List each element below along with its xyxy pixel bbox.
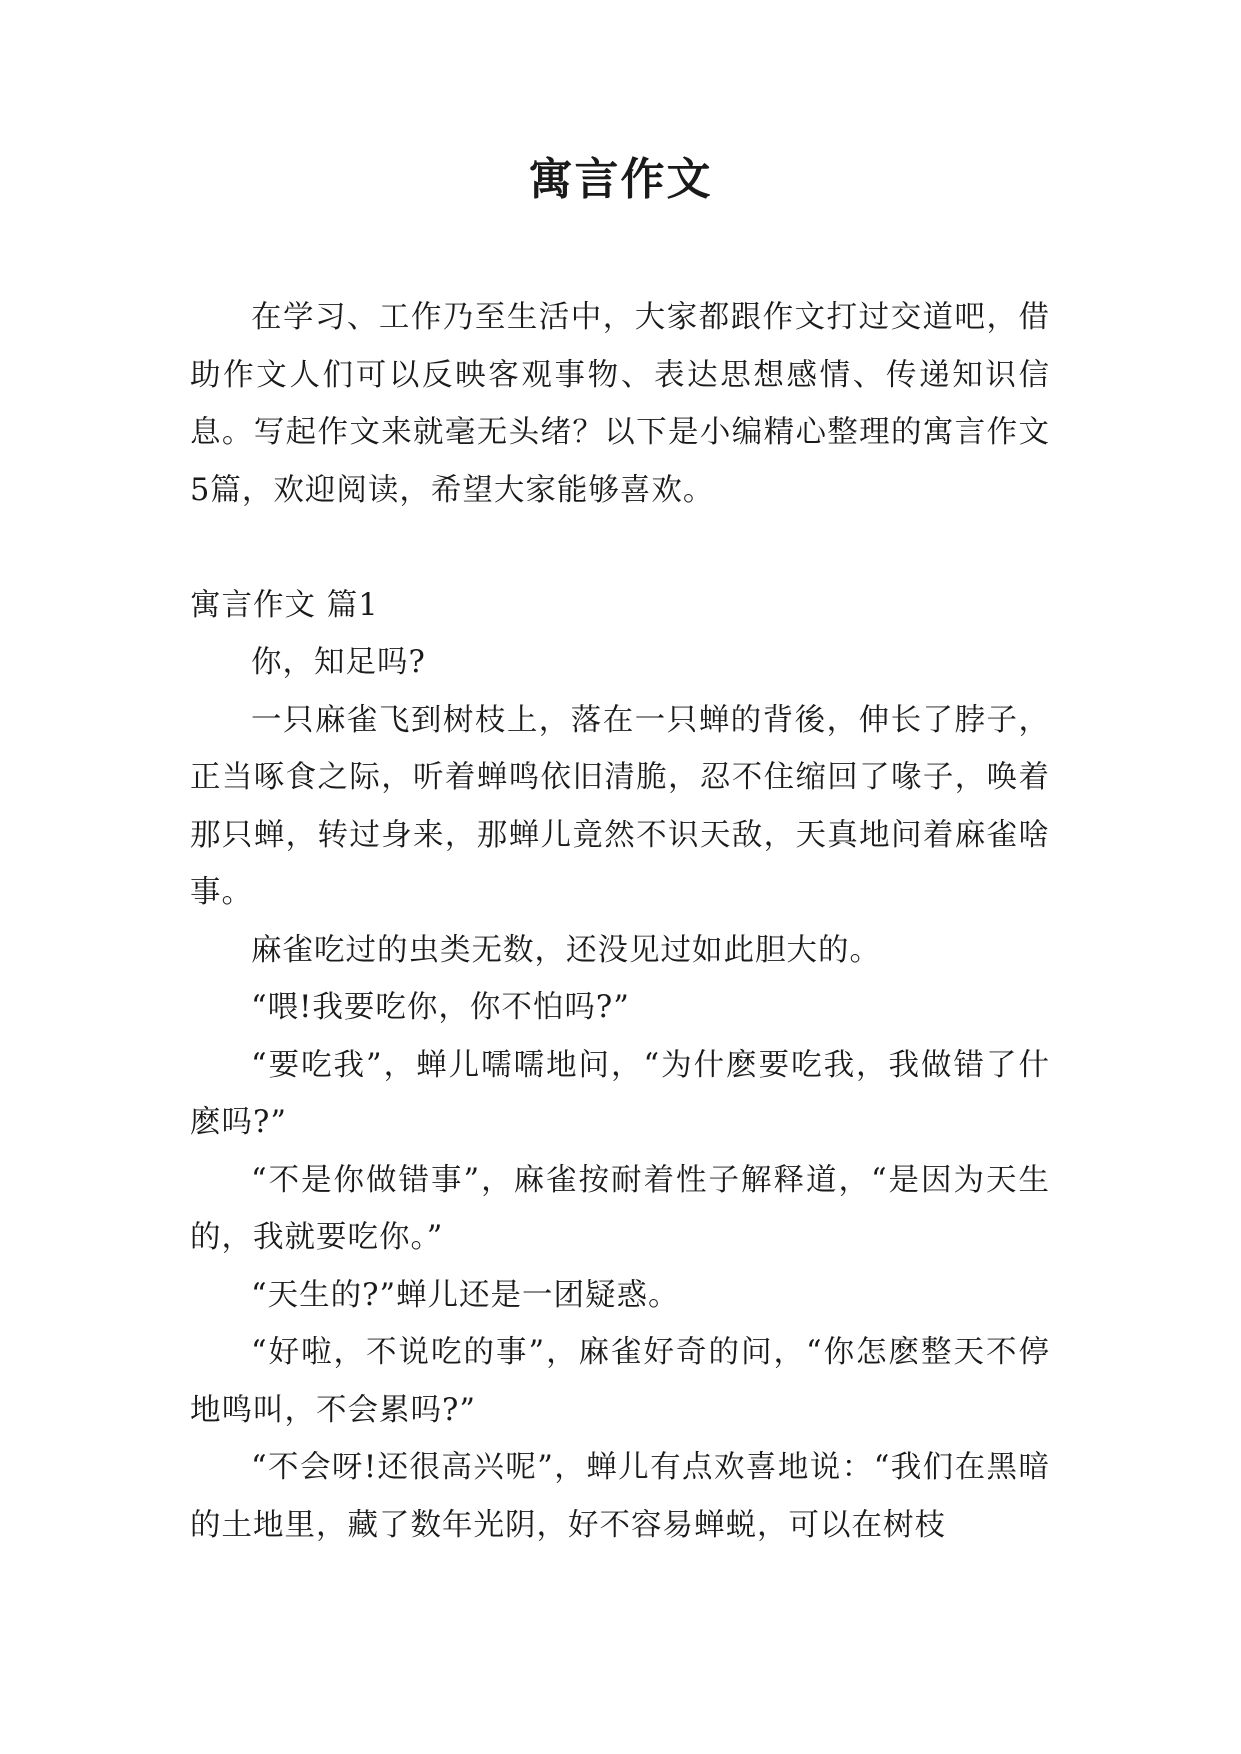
document-body [190, 289, 1050, 1554]
paragraph: “天生的?”蝉儿还是一团疑惑。 [251, 1277, 680, 1313]
paragraph: “好啦，不说吃的事”，麻雀好奇的问，“你怎麽整天不停地鸣叫，不会累吗?” [190, 1335, 1050, 1428]
section-heading: 寓言作文 篇1 [190, 587, 379, 623]
document-title: 寓言作文 [528, 154, 713, 205]
paragraph: 一只麻雀飞到树枝上，落在一只蝉的背後，伸长了脖子，正当啄食之际，听着蝉鸣依旧清脆，忍不住缩回了喙子，唤着那只蝉，转过身来，那蝉儿竟然不识天敌，天真地问着麻雀啥事。 [190, 702, 1050, 910]
intro-paragraph: 在学习、工作乃至生活中，大家都跟作文打过交道吧，借助作文人们可以反映客观事物、表达思想感情、传递知识信息。写起作文来就毫无头绪？以下是小编精心整理的寓言作文5篇，欢迎阅读，希望大家能够喜欢。 [190, 300, 1050, 508]
paragraph: “要吃我”，蝉儿嚅嚅地问，“为什麽要吃我，我做错了什麽吗?” [190, 1047, 1050, 1140]
paragraph: “不是你做错事”，麻雀按耐着性子解释道，“是因为天生的，我就要吃你。” [190, 1162, 1050, 1255]
paragraph: “不会呀!还很高兴呢”，蝉儿有点欢喜地说：“我们在黑暗的土地里，藏了数年光阴，好不容易蝉蜕，可以在树枝 [190, 1450, 1050, 1543]
paragraph: 你，知足吗? [251, 645, 426, 680]
paragraph: “喂!我要吃你，你不怕吗?” [251, 990, 630, 1025]
paragraph: 麻雀吃过的虫类无数，还没见过如此胆大的。 [251, 932, 881, 968]
